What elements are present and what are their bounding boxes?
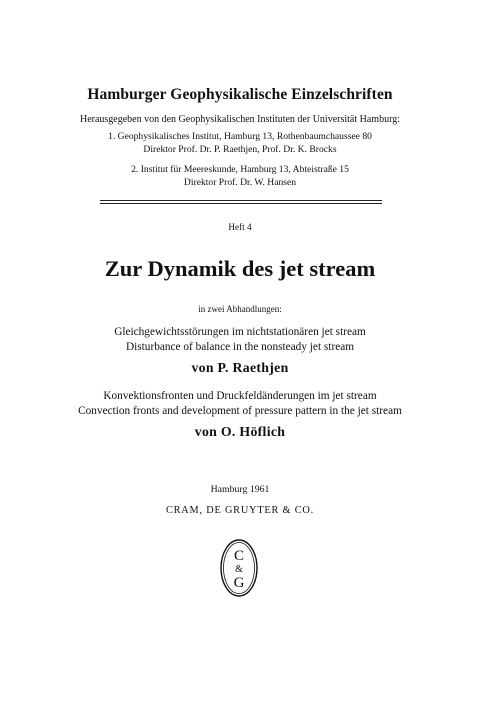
divider-top [100,200,382,201]
issue-number: Heft 4 [228,222,252,232]
logo-ampersand: & [235,564,243,575]
publisher-logo-icon [219,538,259,598]
editor-line: Herausgegeben von den Geophysikalischen Instituten der Universität Hamburg: [79,114,400,125]
paper-1-author: von P. Raethjen [191,360,289,375]
institute-2-line-1: 2. Institut für Meereskunde, Hamburg 13, Abteistraße 15 [131,164,349,175]
publisher: CRAM, DE GRUYTER & CO. [165,505,315,516]
intro-text: in zwei Abhandlungen: [198,304,282,314]
paper-2-title-en: Convection fronts and development of pressure pattern in the jet stream [78,405,402,417]
institute-1-line-2: Direktor Prof. Dr. P. Raethjen, Prof. Dr. K. Brocks [143,144,337,155]
logo-letter-c: C [233,548,245,564]
series-title: Hamburger Geophysikalische Einzelschriften [87,86,393,103]
paper-2-author: von O. Höflich [194,424,286,439]
place-year: Hamburg 1961 [210,484,270,495]
institute-2-line-2: Direktor Prof. Dr. W. Hansen [183,177,297,188]
divider-bottom [100,203,382,204]
paper-2-title-de: Konvektionsfronten und Druckfeldänderungen im jet stream [103,390,377,402]
main-title: Zur Dynamik des jet stream [104,256,376,281]
paper-1-title-de: Gleichgewichtsstörungen im nichtstationären jet stream [114,326,366,338]
logo-letter-g: G [233,575,245,591]
institute-1-line-1: 1. Geophysikalisches Institut, Hamburg 13, Rothenbaumchaussee 80 [108,131,372,142]
paper-1-title-en: Disturbance of balance in the nonsteady jet stream [125,341,355,353]
